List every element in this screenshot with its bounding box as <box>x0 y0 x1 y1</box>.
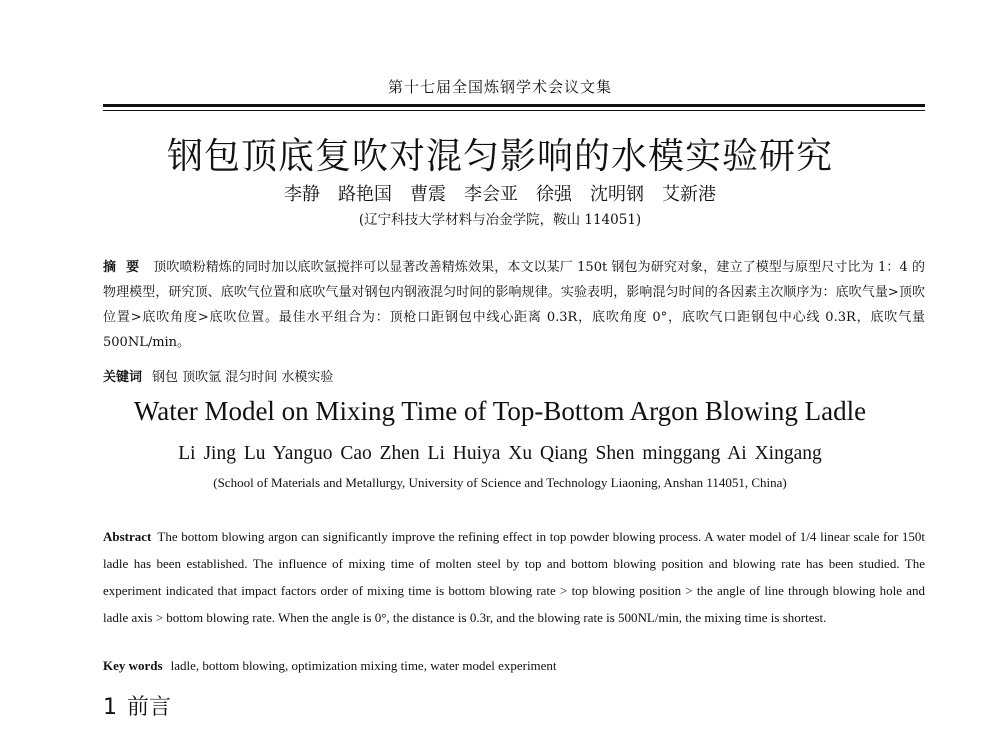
header-rule-thin <box>103 110 925 111</box>
title-chinese: 钢包顶底复吹对混匀影响的水模实验研究 <box>166 136 833 177</box>
section-number: 1 <box>103 695 117 720</box>
keywords-chinese-label: 关键词 <box>103 370 143 385</box>
section-heading <box>103 690 171 721</box>
section-title: 前言 <box>127 695 172 720</box>
affiliation-chinese: (辽宁科技大学材料与冶金学院，鞍山 114051) <box>358 212 642 228</box>
keywords-english <box>103 658 925 674</box>
title-english: Water Model on Mixing Time of Top-Bottom Argon Blowing Ladle <box>133 396 867 426</box>
abstract-chinese-label: 摘要 <box>103 260 150 275</box>
affiliation-english: (School of Materials and Metallurgy, University of Science and Technology Liaoning, Anshan 114051, China) <box>213 475 787 490</box>
keywords-chinese <box>103 366 925 385</box>
abstract-english <box>103 523 925 631</box>
keywords-english-text: ladle, bottom blowing, optimization mixing time, water model experiment <box>170 658 557 673</box>
header-rule-thick <box>103 104 925 107</box>
running-header: 第十七届全国炼钢学术会议文集 <box>387 78 612 96</box>
abstract-chinese-text: 顶吹喷粉精炼的同时加以底吹氩搅拌可以显著改善精炼效果，本文以某厂 150t 钢包为研究对象，建立了模型与原型尺寸比为 1：4 的物理模型，研究顶、底吹气位置和底吹气量对钢包内钢液混匀时间的影响规律。实验表明，影响混匀时间的各因素主次顺序为：底吹气量>顶吹位置>底吹角度>底吹位置。最佳水平组合为：顶枪口距钢包中线心距离 0.3R，底吹角度 0°，底吹气口距钢包中心线 0.3R，底吹气量 500NL/min。 <box>103 260 925 350</box>
authors-english: Li Jing Lu Yanguo Cao Zhen Li Huiya Xu Qiang Shen minggang Ai Xingang <box>178 443 822 464</box>
abstract-english-text: The bottom blowing argon can significantly improve the refining effect in top powder blowing process. A water model of 1/4 linear scale for 150t ladle has been established. The influence of mixing time of molten steel by top and bottom blowing position and blowing rate has been studied. The experiment indicated that impact factors order of mixing time is bottom blowing rate > top blowing position > the angle of line through blowing hole and ladle axis > bottom blowing rate. When the angle is 0°, the distance is 0.3r, and the blowing rate is 500NL/min, the mixing time is shortest. <box>103 529 925 625</box>
authors-chinese: 李静 路艳国 曹震 李会亚 徐强 沈明钢 艾新港 <box>284 184 716 205</box>
keywords-chinese-text: 钢包 顶吹氩 混匀时间 水模实验 <box>152 370 334 385</box>
abstract-english-label: Abstract <box>103 529 152 544</box>
abstract-chinese <box>103 255 925 355</box>
keywords-english-label: Key words <box>103 658 163 673</box>
